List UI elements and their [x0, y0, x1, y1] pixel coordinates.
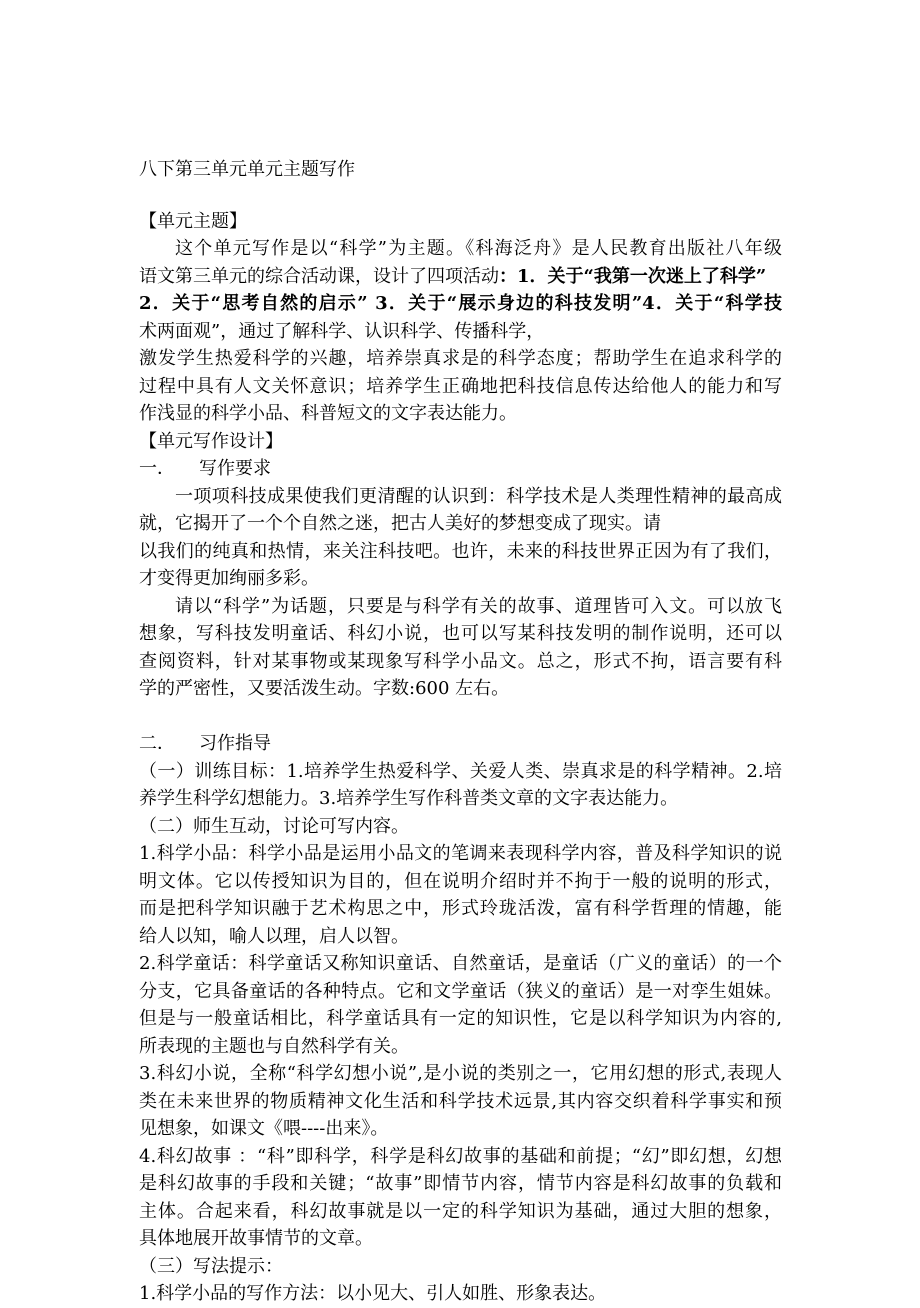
paragraph-line: 1.科学小品的写作方法：以小见大、引人如胜、形象表达。	[139, 1283, 607, 1304]
paragraph-line: 请以“科学”为话题，只要是与科学有关的故事、道理皆可入文。可以放飞	[175, 595, 782, 617]
paragraph-line: 就，它揭开了一个个自然之迷，把古人美好的梦想变成了现实。请	[139, 513, 661, 534]
list-item-line: 3.科幻小说，全称“科学幻想小说”,是小说的类别之一，它用幻想的形式,表现人	[139, 1063, 782, 1084]
paragraph-line: 学的严密性，又要活泼生动。字数:600 左右。	[139, 678, 510, 699]
paragraph-line: 语文第三单元的综合活动课，设计了四项活动：1．关于“我第一次迷上了科学”	[139, 265, 767, 287]
paragraph-line: 想象，写科技发明童话、科幻小说，也可以写某科技发明的制作说明，还可以	[139, 623, 782, 644]
paragraph-line: 才变得更加绚丽多彩。	[139, 568, 319, 589]
list-item-line: 但是与一般童话相比，科学童话具有一定的知识性，它是以科学知识为内容的,	[139, 1008, 782, 1029]
list-item-line: 明文体。它以传授知识为目的，但在说明介绍时并不拘于一般的说明的形式，	[139, 870, 782, 892]
list-item-line: 所表现的主题也与自然科学有关。	[139, 1035, 409, 1057]
paragraph-line: 术两面观”，通过了解科学、认识科学、传播科学，	[139, 320, 545, 342]
section-heading-writing-design: 【单元写作设计】	[139, 430, 283, 452]
list-item-line: 而是把科学知识融于艺术构思之中，形式玲珑活泼，富有科学哲理的情趣，能	[139, 898, 782, 919]
subsection-heading-guidance: 二． 习作指导	[139, 733, 271, 754]
list-item-line: 给人以知，喻人以理，启人以智。	[139, 925, 409, 947]
section-heading-unit-theme: 【单元主题】	[139, 210, 247, 232]
list-item-line: 类在未来世界的物质精神文化生活和科学技术远景,其内容交织着科学事实和预	[139, 1090, 782, 1112]
paragraph-line: （三）写法提示：	[139, 1255, 283, 1277]
list-item-line: 2.科学童话：科学童话又称知识童话、自然童话，是童话（广义的童话）的一个	[139, 953, 782, 974]
document-body	[139, 156, 782, 1308]
list-item-line: 具体地展开故事情节的文章。	[139, 1228, 373, 1249]
list-item-line: 1.科学小品：科学小品是运用小品文的笔调来表现科学内容，普及科学知识的说	[139, 843, 782, 864]
paragraph-line: 这个单元写作是以“科学”为主题。《科海泛舟》是人民教育出版社八年级	[175, 238, 782, 259]
paragraph-line: 过程中具有人文关怀意识；培养学生正确地把科技信息传达给他人的能力和写	[139, 375, 782, 397]
paragraph-line: 一项项科技成果使我们更清醒的认识到：科学技术是人类理性精神的最高成	[175, 485, 782, 507]
list-item-line: 分支，它具备童话的各种特点。它和文学童话（狭义的童话）是一对孪生姐妹。	[139, 980, 782, 1002]
list-item-line: 4.科幻故事 ：“科”即科学，科学是科幻故事的基础和前提；“幻”即幻想，幻想	[139, 1145, 782, 1167]
paragraph-line: （一）训练目标：1.培养学生热爱科学、关爱人类、崇真求是的科学精神。2.培	[139, 760, 782, 782]
paragraph-line: （二）师生互动，讨论可写内容。	[139, 815, 409, 837]
list-item-line: 主体。合起来看，科幻故事就是以一定的科学知识为基础，通过大胆的想象，	[139, 1200, 782, 1222]
list-item-line: 见想象，如课文《喂----出来》。	[139, 1118, 389, 1139]
paragraph-line: 查阅资料，针对某事物或某现象写科学小品文。总之，形式不拘，语言要有科	[139, 650, 782, 672]
paragraph-line: 作浅显的科学小品、科普短文的文字表达能力。	[139, 403, 517, 424]
paragraph-line: 以我们的纯真和热情，来关注科技吧。也许，未来的科技世界正因为有了我们，	[139, 540, 782, 562]
paragraph-line: 养学生科学幻想能力。3.培养学生写作科普类文章的文字表达能力。	[139, 788, 679, 809]
document-title: 八下第三单元单元主题写作	[139, 159, 355, 180]
paragraph-line: 激发学生热爱科学的兴趣，培养崇真求是的科学态度；帮助学生在追求科学的	[139, 348, 782, 369]
paragraph-line: 2．关于“思考自然的启示” 3．关于“展示身边的科技发明”4．关于“科学技	[139, 293, 782, 314]
list-item-line: 是科幻故事的手段和关键；“故事”即情节内容，情节内容是科幻故事的负载和	[139, 1173, 782, 1194]
subsection-heading-requirements: 一． 写作要求	[139, 458, 271, 479]
